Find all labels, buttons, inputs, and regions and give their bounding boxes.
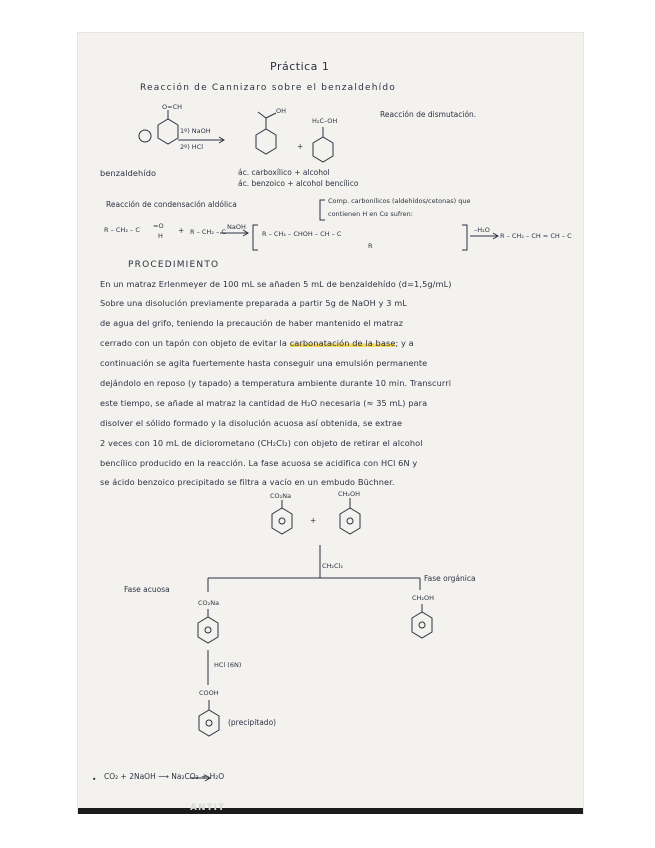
circled-2-mark: [139, 130, 151, 142]
aldol-product: R – CH₂ – CH = CH – C: [500, 232, 572, 240]
scheme-acid-product: COOH: [199, 689, 219, 697]
aldol-plus: +: [178, 226, 185, 235]
benzene-ring-scheme-alcohol: [340, 508, 360, 534]
procedure-line-8: disolver el sólido formado y la disolución acuosa así obtenida, se extrae: [100, 418, 403, 428]
procedure-line-5: continuación se agita fuertemente hasta conseguir una emulsión permanente: [100, 358, 428, 368]
scheme-top-right: CH₂OH: [338, 490, 361, 498]
scheme-right-phase: Fase orgánica: [424, 574, 476, 583]
page-title: Práctica 1: [270, 60, 330, 73]
aldol-note-2: contienen H en Cα sufren:: [328, 210, 413, 218]
product-name-1: ác. carboxílico + alcohol: [238, 168, 330, 177]
page-subtitle: Reacción de Cannizaro sobre el benzaldehído: [140, 83, 396, 93]
procedure-line-1: En un matraz Erlenmeyer de 100 mL se añaden 5 mL de benzaldehído (d=1,5g/mL): [100, 279, 452, 289]
procedure-line-3: de agua del grifo, teniendo la precaución de haber mantenido el matraz: [100, 318, 404, 328]
reagent-2: 2º) HCl: [180, 143, 204, 151]
procedure-line-7: este tiempo, se añade al matraz la cantidad de H₂O necesaria (≈ 35 mL) para: [100, 398, 428, 408]
footer-cut-text: ANTIT: [190, 803, 226, 813]
scheme-acid-reagent: HCl (6N): [214, 661, 242, 669]
carbonyl-h-a: H: [158, 232, 163, 240]
benzene-ring-acid-product: [199, 710, 219, 736]
acid-group: OH: [276, 107, 287, 115]
procedure-line-6: dejándolo en reposo (y tapado) a temperatura ambiente durante 10 min. Transcurri: [100, 378, 452, 388]
scheme-solvent: CH₂Cl₂: [322, 562, 343, 570]
reaction-type: Reacción de dismutación.: [380, 110, 477, 119]
aldol-reactant-b: R – CH₂ – C: [190, 228, 226, 236]
benzene-ring-scheme-carboxylate: [272, 508, 292, 534]
benzene-ring-acid: [256, 129, 276, 154]
aldol-reagent: NaOH: [227, 223, 246, 231]
aldol-note-1: Comp. carbonílicos (aldehídos/cetonas) que: [328, 197, 471, 205]
aldol-dehydration: –H₂O: [474, 226, 490, 234]
scheme-left-phase: Fase acuosa: [124, 585, 170, 594]
procedure-line-2: Sobre una disolución previamente preparada a partir 5g de NaOH y 3 mL: [100, 298, 408, 308]
scheme-precipitate: (precipitado): [228, 718, 277, 727]
scheme-left-product: CO₂Na: [198, 599, 220, 607]
procedure-heading: PROCEDIMIENTO: [128, 260, 220, 270]
reactant-name: benzaldehído: [100, 168, 157, 178]
aldol-intermediate: R – CH₂ – CHOH – CH – C: [262, 230, 342, 238]
benzene-ring-organic: [412, 612, 432, 638]
aldol-intermediate-sub: R: [368, 242, 373, 250]
scheme-right-product: CH₂OH: [412, 594, 435, 602]
benzene-ring-alcohol: [313, 137, 333, 162]
aldehyde-group: O=CH: [162, 103, 182, 111]
benzene-ring-aqueous: [198, 617, 218, 643]
aldol-reactant-a: R – CH₂ – C: [104, 226, 140, 234]
procedure-line-9: 2 veces con 10 mL de diclorometano (CH₂Cl₂) con objeto de retirar el alcohol: [100, 438, 423, 448]
plus-sign-1: +: [297, 142, 304, 151]
scheme-plus: +: [310, 516, 317, 525]
aldol-label: Reacción de condensación aldólica: [106, 200, 237, 209]
alcohol-group: H₂C–OH: [312, 117, 338, 125]
benzene-ring-benzaldehyde: [158, 119, 178, 144]
procedure-line-11: se ácido benzoico precipitado se filtra a vacío en un embudo Büchner.: [100, 477, 395, 487]
highlighted-text: carbonatación de la base: [289, 338, 396, 348]
footer-bullet: •: [92, 775, 97, 784]
carbonyl-o-a: =O: [153, 222, 164, 230]
procedure-line-10: bencílico producido en la reacción. La fase acuosa se acidifica con HCl 6N y: [100, 458, 418, 468]
reagent-1: 1º) NaOH: [180, 127, 211, 135]
product-name-2: ác. benzoico + alcohol bencílico: [238, 179, 359, 188]
procedure-line-4: cerrado con un tapón con objeto de evitar la carbonatación de la base; y a: [100, 338, 414, 348]
scheme-top-left: CO₂Na: [270, 492, 292, 500]
footer-equation: CO₂ + 2NaOH ⟶ Na₂CO₃ + H₂O: [104, 772, 225, 781]
